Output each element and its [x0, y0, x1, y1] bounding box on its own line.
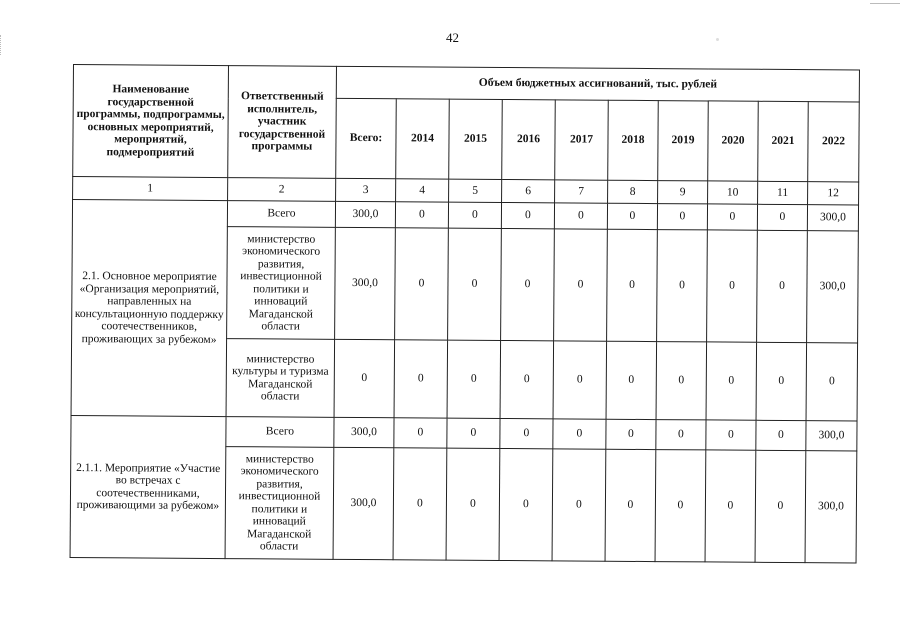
value-cell-2015: 0 [446, 448, 500, 560]
budget-table [70, 64, 861, 563]
executor-cell: министерство экономического развития, инвестиционной политики и инноваций Магаданской области [227, 227, 336, 340]
column-number: 11 [758, 181, 808, 204]
column-number: 4 [396, 179, 449, 202]
total-cell: 0 [334, 339, 395, 417]
value-cell-2015: 0 [447, 418, 500, 448]
value-cell-2018: 0 [605, 449, 656, 561]
total-cell: 300,0 [335, 201, 395, 227]
value-cell-2017: 0 [554, 229, 608, 341]
table-row [72, 200, 858, 231]
table-row [71, 415, 857, 450]
value-cell-2021: 0 [756, 342, 807, 420]
total-cell: 300,0 [335, 227, 396, 339]
header-year-2019: 2019 [658, 101, 709, 181]
column-number: 12 [808, 182, 859, 205]
header-budget-group: Объем бюджетных ассигнований, тыс. рублей [336, 66, 859, 102]
column-number: 6 [502, 179, 555, 202]
value-cell-2019: 0 [655, 450, 706, 562]
activity-name: 2.1.1. Мероприятие «Участие во встречах с соотечественниками, проживающими за рубежом» [70, 415, 226, 558]
value-cell-2021: 0 [756, 420, 806, 450]
value-cell-2019: 0 [657, 204, 707, 230]
activity-name: 2.1. Основное мероприятие «Организация мероприятий, направленных на консультационную поддержку соотечественников, проживающих за рубежом» [71, 200, 228, 417]
column-number: 8 [608, 180, 658, 203]
value-cell-2017: 0 [553, 341, 607, 419]
value-cell-2019: 0 [657, 230, 708, 342]
value-cell-2019: 0 [656, 342, 707, 420]
scan-artifact [870, 3, 900, 4]
value-cell-2022: 300,0 [807, 205, 858, 231]
header-executor-column: Ответственный исполнитель, участник государственной программы [228, 66, 337, 179]
column-number: 2 [228, 178, 336, 202]
column-number: 3 [336, 178, 396, 201]
header-year-2016: 2016 [502, 99, 556, 179]
header-year-2017: 2017 [555, 100, 609, 180]
total-cell: 300,0 [333, 447, 394, 559]
value-cell-2020: 0 [705, 450, 756, 562]
value-cell-2015: 0 [448, 202, 501, 228]
value-cell-2020: 0 [706, 420, 756, 450]
executor-cell: Всего [227, 201, 335, 228]
value-cell-2022: 300,0 [807, 231, 859, 343]
column-number: 10 [708, 181, 758, 204]
header-year-2018: 2018 [608, 100, 659, 180]
value-cell-2016: 0 [500, 340, 554, 418]
column-number: 9 [658, 181, 708, 204]
value-cell-2022: 300,0 [806, 421, 857, 451]
column-number: 1 [73, 177, 228, 201]
column-number: 7 [555, 180, 608, 203]
header-total: Всего: [336, 98, 397, 178]
value-cell-2019: 0 [656, 420, 706, 450]
value-cell-2018: 0 [607, 203, 657, 229]
page-number: 42 [446, 30, 459, 45]
total-cell: 300,0 [334, 417, 394, 447]
value-cell-2017: 0 [552, 449, 606, 561]
executor-cell: Всего [226, 417, 334, 448]
value-cell-2016: 0 [499, 448, 553, 560]
value-cell-2014: 0 [395, 228, 449, 340]
value-cell-2017: 0 [554, 203, 607, 229]
value-cell-2022: 0 [806, 343, 858, 421]
header-year-2022: 2022 [808, 102, 860, 182]
value-cell-2014: 0 [395, 202, 448, 228]
value-cell-2014: 0 [394, 340, 448, 418]
value-cell-2016: 0 [501, 202, 554, 228]
header-year-2021: 2021 [758, 101, 809, 181]
header-year-2015: 2015 [449, 99, 503, 179]
value-cell-2020: 0 [707, 230, 758, 342]
value-cell-2014: 0 [394, 418, 447, 448]
value-cell-2020: 0 [707, 204, 757, 230]
header-year-2014: 2014 [396, 99, 450, 179]
value-cell-2021: 0 [757, 204, 807, 230]
value-cell-2017: 0 [553, 419, 606, 449]
value-cell-2018: 0 [607, 229, 658, 341]
value-cell-2015: 0 [448, 228, 502, 340]
value-cell-2020: 0 [706, 342, 757, 420]
column-number: 5 [449, 179, 502, 202]
value-cell-2018: 0 [606, 341, 657, 419]
executor-cell: министерство экономического развития, инвестиционной политики и инноваций Магаданской области [225, 447, 334, 560]
header-year-2020: 2020 [708, 101, 759, 181]
header-name-column: Наименование государственной программы, подпрограммы, основных мероприятий, мероприятий, подмероприятий [73, 65, 229, 178]
value-cell-2016: 0 [501, 228, 555, 340]
value-cell-2015: 0 [447, 340, 501, 418]
value-cell-2022: 300,0 [805, 451, 857, 563]
executor-cell: министерство культуры и туризма Магаданской области [226, 339, 335, 418]
value-cell-2016: 0 [500, 418, 553, 448]
value-cell-2021: 0 [757, 230, 808, 342]
value-cell-2018: 0 [606, 419, 656, 449]
value-cell-2021: 0 [755, 450, 806, 562]
value-cell-2014: 0 [393, 448, 447, 560]
